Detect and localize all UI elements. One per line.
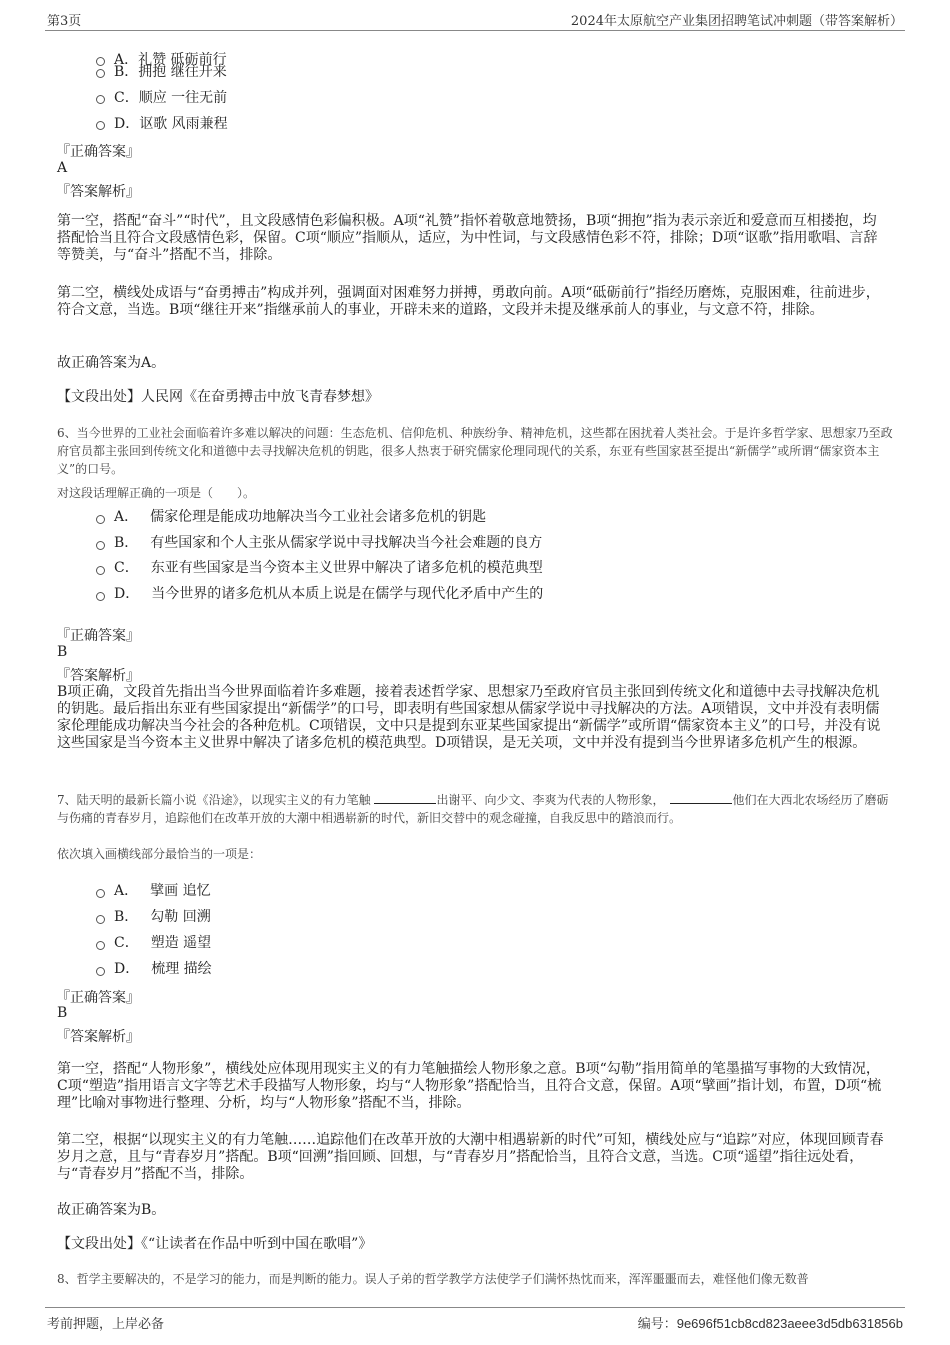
option-a[interactable]: A． 儒家伦理是能成功地解决当今工业社会诸多危机的钥匙 <box>114 509 487 525</box>
radio-a[interactable] <box>96 889 105 898</box>
analysis-paragraph: 第一空，搭配“人物形象”，横线处应体现用现实主义的有力笔触描绘人物形象之意。B项“勾勒”指用简单的笔墨描写事物的大致情况，C项“塑造”指用语言文字等艺术手段描写人物形象，均与“人物形象”搭配恰当，且符合文意，保留。A项“擘画”指计划，布置，D项“梳理”比喻对事物进行整理、分析，均与“人物形象”搭配不当，排除。 <box>57 1061 882 1111</box>
question-prompt: 对这段话理解正确的一项是（ ）。 <box>57 486 256 500</box>
analysis-label: 『答案解析』 <box>56 184 140 200</box>
option-c[interactable]: C．顺应 一往无前 <box>114 90 228 106</box>
option-b[interactable]: B． 有些国家和个人主张从儒家学说中寻找解决当今社会难题的良方 <box>114 535 543 551</box>
source-citation: 【文段出处】《“让读者在作品中听到中国在歌唱”》 <box>57 1236 373 1252</box>
fill-blank-1 <box>374 792 436 804</box>
fill-blank-2 <box>670 792 732 804</box>
page-number: 第3页 <box>47 14 82 29</box>
analysis-label: 『答案解析』 <box>56 668 140 684</box>
radio-d[interactable] <box>96 967 105 976</box>
source-citation: 【文段出处】人民网《在奋勇搏击中放飞青春梦想》 <box>57 389 379 405</box>
radio-c[interactable] <box>96 95 105 104</box>
footer-rule <box>45 1307 905 1308</box>
answer-value: B <box>57 644 68 660</box>
correct-answer-label: 『正确答案』 <box>56 990 140 1006</box>
option-d[interactable]: D． 当今世界的诸多危机从本质上说是在儒学与现代化矛盾中产生的 <box>114 586 544 602</box>
option-b[interactable]: B． 勾勒 回溯 <box>114 909 211 925</box>
footer-slogan: 考前押题，上岸必备 <box>47 1317 165 1332</box>
correct-answer-label: 『正确答案』 <box>56 628 140 644</box>
option-b[interactable]: B．拥抱 继往开来 <box>114 64 227 80</box>
answer-value: A <box>57 160 68 176</box>
radio-b[interactable] <box>96 541 105 550</box>
analysis-conclusion: 故正确答案为A。 <box>57 355 166 371</box>
option-d[interactable]: D．讴歌 风雨兼程 <box>114 116 228 132</box>
radio-c[interactable] <box>96 566 105 575</box>
radio-d[interactable] <box>96 592 105 601</box>
analysis-paragraph: B项正确，文段首先指出当今世界面临着许多难题，接着表述哲学家、思想家乃至政府官员主张回到传统文化和道德中去寻找解决危机的钥匙。最后指出东亚有些国家提出“新儒学”的口号，即表明有些国家想从儒家学说中寻找解决的方法。A项错误，文中并没有表明儒家伦理能成功解决当今社会的各种危机。C项错误，文中只是提到东亚某些国家提出“新儒学”或所谓“儒家资本主义”的口号，并没有说这些国家是当今资本主义世界中解决了诸多危机的模范典型。D项错误，是无关项，文中并没有提到当今世界诸多危机产生的根源。 <box>57 684 881 751</box>
option-a[interactable]: A． 擘画 追忆 <box>114 883 211 899</box>
analysis-label: 『答案解析』 <box>56 1029 140 1045</box>
radio-d[interactable] <box>96 121 105 130</box>
radio-a[interactable] <box>96 57 105 66</box>
header-rule <box>45 30 905 31</box>
radio-c[interactable] <box>96 941 105 950</box>
question-stem: 8、哲学主要解决的，不是学习的能力，而是判断的能力。误人子弟的哲学教学方法使学子们满怀热忱而来，浑浑噩噩而去，难怪他们像无数普 <box>57 1272 809 1286</box>
correct-answer-label: 『正确答案』 <box>56 144 140 160</box>
analysis-paragraph: 第二空，根据“以现实主义的有力笔触……追踪他们在改革开放的大潮中相遇崭新的时代”可知，横线处应与“追踪”对应，体现回顾青春岁月之意，且与“青春岁月”搭配。B项“回溯”指回顾、回想，与“青春岁月”搭配恰当，且符合文意，当选。C项“遥望”指往远处看，与“青春岁月”搭配不当，排除。 <box>57 1132 884 1182</box>
radio-b[interactable] <box>96 69 105 78</box>
radio-a[interactable] <box>96 515 105 524</box>
analysis-conclusion: 故正确答案为B。 <box>57 1202 166 1218</box>
option-d[interactable]: D． 梳理 描绘 <box>114 961 212 977</box>
question-prompt: 依次填入画横线部分最恰当的一项是： <box>57 847 262 861</box>
option-c[interactable]: C． 塑造 遥望 <box>114 935 212 951</box>
document-code: 编号：9e696f51cb8cd823aeee3d5db631856b <box>637 1316 903 1332</box>
answer-value: B <box>57 1005 68 1021</box>
question-stem: 7、陆天明的最新长篇小说《沿途》，以现实主义的有力笔触 出谢平、向少文、李爽为代表的人物形象， 他们在大西北农场经历了磨砺与伤痛的青春岁月，追踪他们在改革开放的大潮中相遇崭新的时代，新旧交替中的观念碰撞，自我反思中的踏浪而行。 <box>57 793 889 825</box>
analysis-paragraph: 第二空，横线处成语与“奋勇搏击”构成并列，强调面对困难努力拼搏，勇敢向前。A项“砥砺前行”指经历磨炼，克服困难，往前进步，符合文意，当选。B项“继往开来”指继承前人的事业，开辟未来的道路，文段并未提及继承前人的事业，与文意不符，排除。 <box>57 285 880 318</box>
question-stem: 6、当今世界的工业社会面临着许多难以解决的问题：生态危机、信仰危机、种族纷争、精神危机，这些都在困扰着人类社会。于是许多哲学家、思想家乃至政府官员都主张回到传统文化和道德中去寻找解决危机的钥匙，很多人热衷于研究儒家伦理同现代的关系，东亚有些国家甚至提出“新儒学”或所谓“儒家资本主义”的口号。 <box>57 426 893 476</box>
radio-b[interactable] <box>96 915 105 924</box>
document-title: 2024年太原航空产业集团招聘笔试冲刺题（带答案解析） <box>570 14 903 29</box>
option-c[interactable]: C． 东亚有些国家是当今资本主义世界中解决了诸多危机的模范典型 <box>114 560 543 576</box>
analysis-paragraph: 第一空，搭配“奋斗”“时代”，且文段感情色彩偏积极。A项“礼赞”指怀着敬意地赞扬，B项“拥抱”指为表示亲近和爱意而互相搂抱，均搭配恰当且符合文段感情色彩，保留。C项“顺应”指顺从，适应，为中性词，与文段感情色彩不符，排除；D项“讴歌”指用歌唱、言辞等赞美，与“奋斗”搭配不当，排除。 <box>57 213 878 263</box>
option-a[interactable]: A．礼赞 砥砺前行 <box>114 52 227 68</box>
